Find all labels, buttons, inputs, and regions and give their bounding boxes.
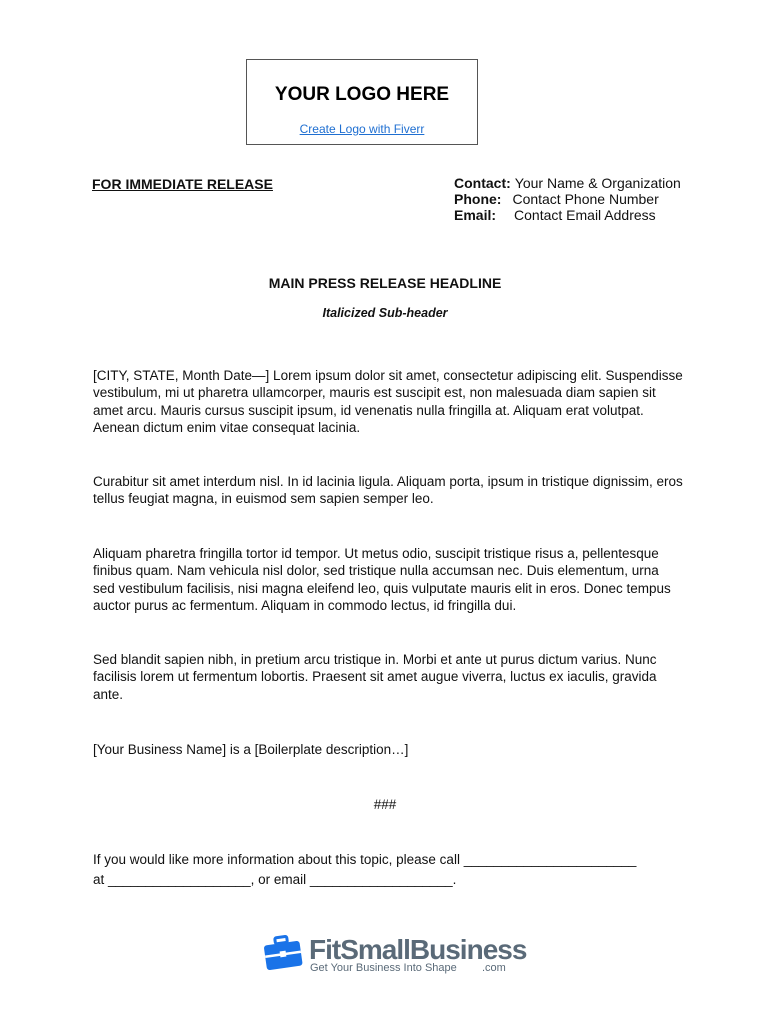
brand-logo — [262, 932, 527, 976]
phone-row — [454, 191, 681, 207]
body-paragraph — [93, 651, 683, 703]
body-paragraph — [93, 367, 683, 436]
boilerplate-paragraph — [93, 741, 683, 758]
closing-text — [93, 850, 693, 890]
logo-placeholder — [246, 59, 478, 145]
closing-line-2: at ___________________, or email ___________________. — [93, 872, 457, 887]
contact-block — [454, 175, 681, 223]
email-key: Email: — [454, 207, 497, 223]
brand-tagline: Get Your Business Into Shape — [310, 962, 457, 974]
logo-title: YOUR LOGO HERE — [274, 84, 450, 105]
paragraph-text: Aliquam pharetra fringilla tortor id tempor. Ut metus odio, suscipit tristique risus a, pellentesque finibus quam. Nam vehicula nisl dolor, sed tristique nulla accumsan nec. Duis elementum, urna sed vestibulum facilisis, nisi magna eleifend leo, quis vulputate mauris elit in eros. Donec tempus auctor purus ac fermentum. Aliquam in commodo lectus, id fringilla dui. — [93, 546, 671, 613]
headline: MAIN PRESS RELEASE HEADLINE — [268, 275, 502, 291]
brand-suffix: .com — [482, 962, 506, 974]
closing-line-1: If you would like more information about this topic, please call _______________________ — [93, 852, 637, 867]
contact-value: Your Name & Organization — [514, 175, 681, 191]
body-paragraph — [93, 473, 683, 508]
phone-value: Contact Phone Number — [512, 191, 659, 207]
paragraph-text: Sed blandit sapien nibh, in pretium arcu tristique in. Morbi et ante ut purus dictum varius. Nunc facilisis lorem ut fermentum lobortis. Praesent sit amet augue viverra, luctus ex iaculis, gravida ante. — [93, 652, 657, 702]
briefcase-icon — [262, 934, 304, 972]
release-label: FOR IMMEDIATE RELEASE — [92, 176, 273, 192]
phone-key: Phone: — [454, 191, 502, 207]
paragraph-text: [CITY, STATE, Month Date—] Lorem ipsum dolor sit amet, consectetur adipiscing elit. Suspendisse vestibulum, mi ut pharetra ullamcorper, mauris est suscipit est, non malesuada diam sapien sit amet arcu. Mauris cursus suscipit ipsum, id venenatis nulla fringilla at. Aliquam erat volutpat. Aenean dictum enim vitae consequat lacinia. — [93, 368, 683, 435]
contact-key: Contact: — [454, 175, 511, 191]
subheader: Italicized Sub-header — [322, 306, 448, 320]
email-row — [454, 207, 681, 223]
contact-row — [454, 175, 681, 191]
paragraph-text: [Your Business Name] is a [Boilerplate description…] — [93, 742, 409, 757]
body-paragraph — [93, 545, 683, 614]
brand-name: FitSmallBusiness — [309, 934, 527, 965]
end-marker: ### — [373, 797, 397, 812]
create-logo-link[interactable]: Create Logo with Fiverr — [299, 122, 425, 136]
email-value: Contact Email Address — [514, 207, 656, 223]
paragraph-text: Curabitur sit amet interdum nisl. In id lacinia ligula. Aliquam porta, ipsum in tristique dignissim, eros tellus feugiat magna, in euismod sem sapien semper leo. — [93, 474, 683, 507]
